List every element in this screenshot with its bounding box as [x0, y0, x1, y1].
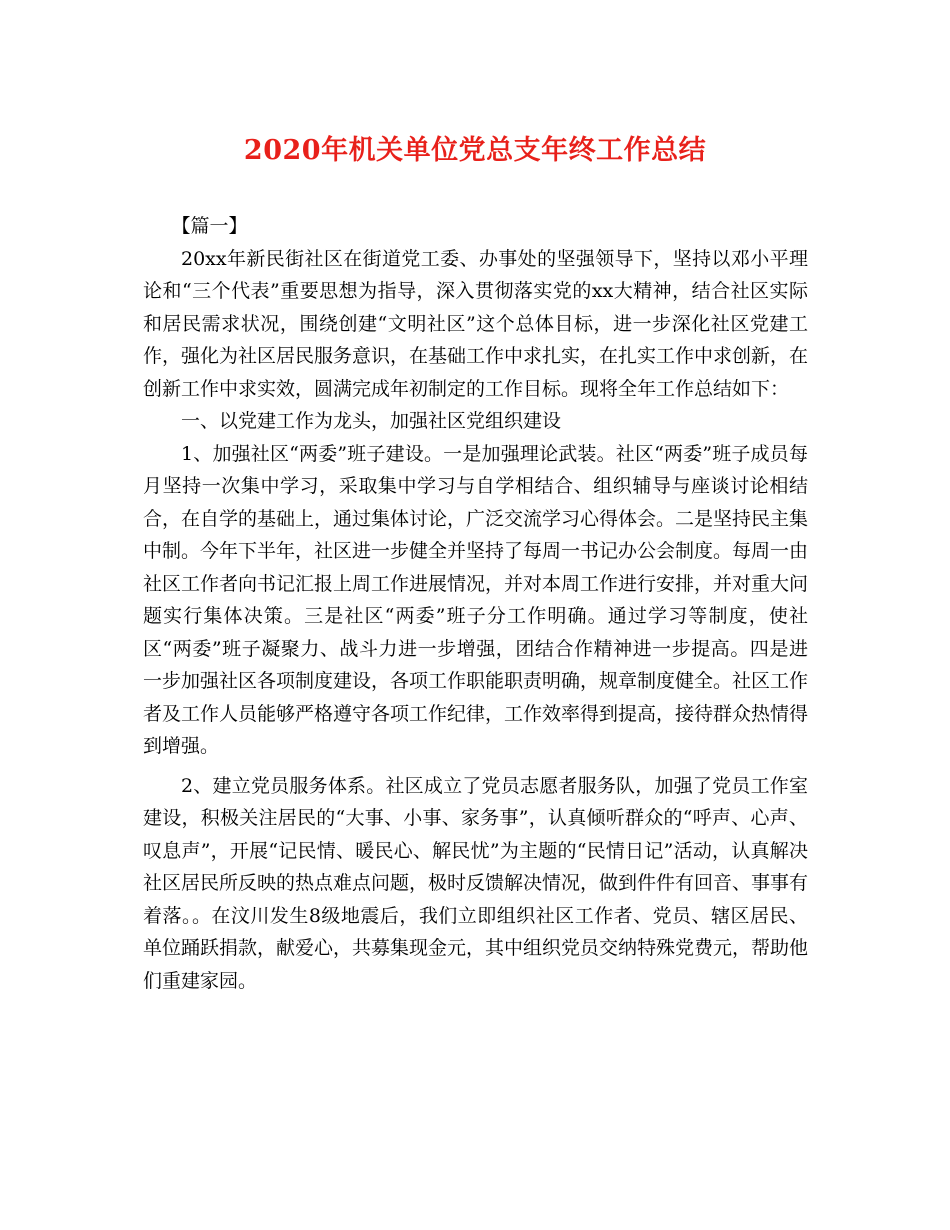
section-heading-part-one: 【篇一】 [171, 215, 248, 237]
paragraph-party-service-system: 2、建立党员服务体系。社区成立了党员志愿者服务队，加强了党员工作室建设，积极关注居民的“大事、小事、家务事”，认真倾听群众的“呼声、心声、叹息声”，开展“记民情、暖民心、解民忧”为主题的“民情日记”活动，认真解决社区居民所反映的热点难点问题，极时反馈解决情况，做到件件有回音、事事有着落。。在汶川发生8级地震后，我们立即组织社区工作者、党员、辖区居民、单位踊跃捐款，献爱心，共募集现金元，其中组织党员交纳特殊党费元，帮助他们重建家园。 [143, 774, 809, 992]
document-body [143, 210, 808, 997]
document-title: 2020年机关单位党总支年终工作总结 [243, 135, 707, 166]
intro-paragraph: 20xx年新民街社区在街道党工委、办事处的坚强领导下，坚持以邓小平理论和“三个代表”重要思想为指导，深入贯彻落实党的xx大精神，结合社区实际和居民需求状况，围绕创建“文明社区”这个总体目标，进一步深化社区党建工作，强化为社区居民服务意识，在基础工作中求扎实，在扎实工作中求创新，在创新工作中求实效，圆满完成年初制定的工作目标。现将全年工作总结如下： [143, 247, 809, 400]
paragraph-committee-building: 1、加强社区“两委”班子建设。一是加强理论武装。社区“两委”班子成员每月坚持一次集中学习，采取集中学习与自学相结合、组织辅导与座谈讨论相结合，在自学的基础上，通过集体讨论，广泛交流学习心得体会。二是坚持民主集中制。今年下半年，社区进一步健全并坚持了每周一书记办公会制度。每周一由社区工作者向书记汇报上周工作进展情况，并对本周工作进行安排，并对重大问题实行集体决策。三是社区“两委”班子分工作明确。通过学习等制度，使社区“两委”班子凝聚力、战斗力进一步增强，团结合作精神进一步提高。四是进一步加强社区各项制度建设，各项工作职能职责明确，规章制度健全。社区工作者及工作人员能够严格遵守各项工作纪律，工作效率得到提高，接待群众热情得到增强。 [143, 442, 809, 757]
section-heading-party-building: 一、以党建工作为龙头，加强社区党组织建设 [181, 410, 562, 432]
